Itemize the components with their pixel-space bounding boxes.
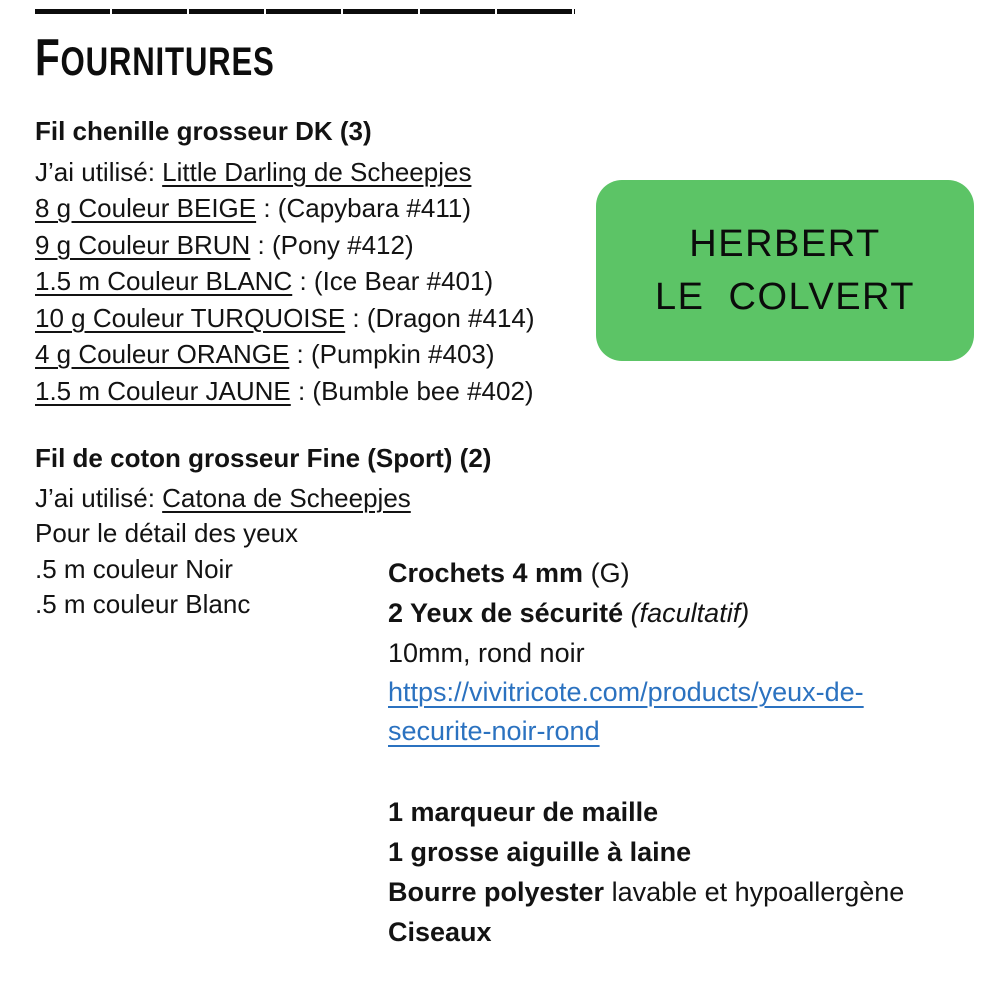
- crochets-size: (G): [583, 558, 630, 588]
- yarn-item: [35, 227, 535, 264]
- blank-line-spacer: [388, 751, 904, 792]
- yarn-item-ref: : (Pony #412): [250, 229, 414, 260]
- section-tools: [388, 553, 904, 952]
- detail-line: Pour le détail des yeux: [35, 518, 299, 548]
- yarn-item-ref: : (Dragon #414): [345, 302, 535, 333]
- yarn-item-qty-color: 10 g Couleur TURQUOISE: [35, 302, 346, 333]
- table-bottom-rule: [35, 9, 575, 14]
- fil-chenille-heading: Fil chenille grosseur DK (3): [35, 116, 372, 146]
- yarn-needle-line: 1 grosse aiguille à laine: [388, 837, 692, 867]
- yarn-item-qty-color: 1.5 m Couleur JAUNE: [35, 375, 291, 406]
- yarn-item-qty-color: 8 g Couleur BEIGE: [35, 193, 257, 223]
- badge-name-line-2: LE COLVERT: [654, 275, 916, 318]
- yarn-item-qty-color: 4 g Couleur ORANGE: [35, 339, 290, 369]
- detail-line: .5 m couleur Noir: [35, 553, 233, 584]
- detail-line: .5 m couleur Blanc: [35, 589, 251, 619]
- section-fil-chenille: [35, 113, 535, 409]
- used-prefix: J’ai utilisé:: [35, 482, 163, 513]
- yarn-item: [35, 190, 535, 227]
- yarn-item-qty-color: 9 g Couleur BRUN: [35, 229, 251, 260]
- safety-eyes-line: [388, 593, 904, 633]
- product-url-line-2[interactable]: securite-noir-rond: [388, 716, 600, 746]
- fil-coton-used-line: [35, 481, 491, 517]
- yarn-item-ref: : (Capybara #411): [256, 193, 471, 223]
- used-product-name: Catona de Scheepjes: [162, 482, 411, 513]
- safety-eyes-optional: (facultatif): [623, 598, 750, 628]
- yarn-item-ref: : (Ice Bear #401): [292, 266, 494, 296]
- stuffing-detail: lavable et hypoallergène: [604, 877, 905, 907]
- product-url-line-1[interactable]: https://vivitricote.com/products/yeux-de-: [388, 677, 864, 707]
- yarn-item: [35, 373, 535, 410]
- crochets-label: Crochets 4 mm: [388, 558, 584, 588]
- yarn-item-ref: : (Bumble bee #402): [290, 375, 534, 406]
- stuffing-label: Bourre polyester: [388, 877, 605, 907]
- used-product-name: Little Darling de Scheepjes: [162, 156, 472, 187]
- badge-name-line-1: HERBERT: [689, 222, 881, 265]
- stuffing-line: [388, 872, 904, 912]
- scissors-line: Ciseaux: [388, 917, 492, 947]
- page-title: FOURNITURES: [35, 29, 275, 87]
- fil-coton-heading: Fil de coton grosseur Fine (Sport) (2): [35, 443, 492, 473]
- stitch-marker-line: 1 marqueur de maille: [388, 797, 659, 827]
- safety-eyes-detail: 10mm, rond noir: [388, 638, 585, 668]
- yarn-item-qty-color: 1.5 m Couleur BLANC: [35, 266, 293, 296]
- safety-eyes-label: 2 Yeux de sécurité: [388, 598, 624, 628]
- yarn-item: [35, 336, 535, 373]
- used-prefix: J’ai utilisé:: [35, 156, 163, 187]
- pattern-name-badge: [596, 180, 974, 361]
- yarn-item-ref: : (Pumpkin #403): [289, 339, 495, 369]
- fil-chenille-used-line: [35, 154, 535, 191]
- crochets-line: [388, 553, 904, 593]
- yarn-item: [35, 263, 535, 300]
- yarn-item: [35, 300, 535, 337]
- product-url-link[interactable]: [388, 673, 904, 751]
